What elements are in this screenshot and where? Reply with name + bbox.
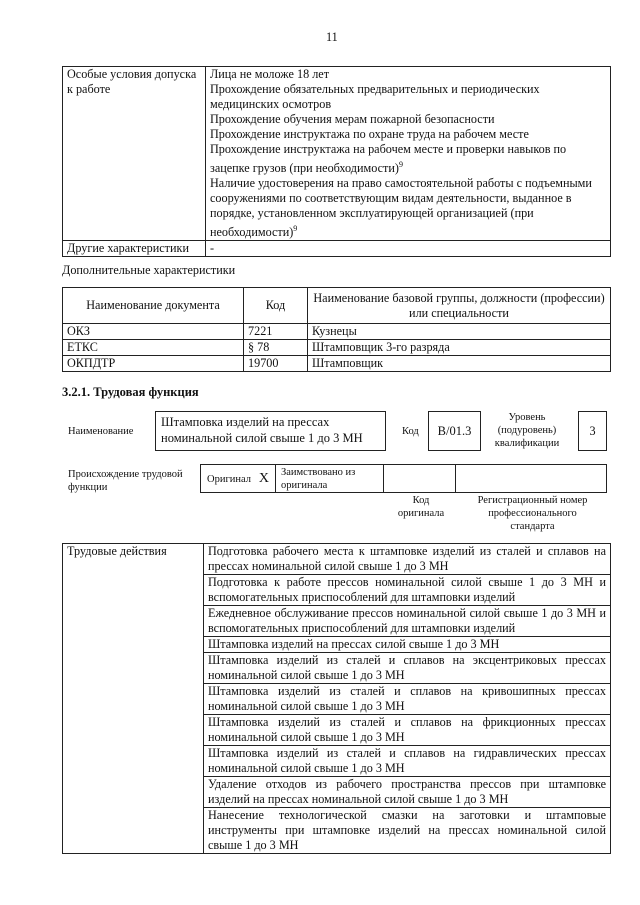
row-value: - (206, 241, 611, 257)
row-label: Трудовые действия (63, 544, 204, 854)
table-header (63, 288, 611, 324)
value-line: Наличие удостоверения на право самостоятельной работы с подъемными сооружениями по соответствующим видам деятельности, выданное в порядке, установленном эксплуатирующей организацией (при необходимости)$^9$ (210, 176, 592, 240)
header-cell: Наименование документа (63, 288, 244, 324)
action-item: Подготовка к работе прессов номинальной силой свыше 1 до 3 МН и вспомогательных приспособлений для штамповки изделий (204, 575, 611, 606)
table-row (63, 241, 611, 257)
additional-table (62, 287, 611, 372)
original-mark: X (258, 471, 269, 486)
name-label: Наименование (68, 426, 134, 437)
function-name-box: Штамповка изделий на прессах номинальной силой свыше 1 до 3 МН (155, 411, 386, 451)
action-item: Штамповка изделий из сталей и сплавов на фрикционных прессах номинальной силой свыше 1 до 3 МН (204, 715, 611, 746)
code-label: Код (402, 426, 419, 437)
action-item: Штамповка изделий из сталей и сплавов на эксцентриковых прессах номинальной силой свыше 1 до 3 МН (204, 653, 611, 684)
value-line: Прохождение обучения мерам пожарной безопасности (210, 112, 495, 126)
original-code-caption: Код оригинала (397, 495, 445, 519)
header-cell: Код (244, 288, 308, 324)
cell: ЕТКС (63, 340, 244, 356)
row-label: Другие характеристики (63, 241, 206, 257)
action-item: Подготовка рабочего места к штамповке изделий из сталей и сплавов на прессах номинальной силой свыше 1 до 3 МН (204, 544, 611, 575)
level-label: Уровень (подуровень) квалификации (494, 412, 560, 449)
original-checkbox[interactable] (200, 464, 276, 493)
table-row (63, 544, 611, 575)
action-item: Штамповка изделий на прессах силой свыше 1 до 3 МН (204, 637, 611, 653)
reg-number-cell[interactable] (455, 464, 607, 493)
table-row (63, 340, 611, 356)
row-label: Особые условия допуска к работе (63, 67, 206, 241)
cell: ОКПДТР (63, 356, 244, 372)
section-title: Дополнительные характеристики (62, 263, 236, 277)
value-line: Прохождение инструктажа по охране труда на рабочем месте (210, 127, 529, 141)
level-box: 3 (578, 411, 607, 451)
actions-table (62, 543, 611, 854)
cell: § 78 (244, 340, 308, 356)
value-line: Прохождение инструктажа на рабочем месте и проверки навыков по зацепке грузов (при необходимости)$^9$ (210, 142, 567, 176)
function-heading: 3.2.1. Трудовая функция (62, 385, 199, 399)
action-item: Штамповка изделий из сталей и сплавов на гидравлических прессах номинальной силой свыше 1 до 3 МН (204, 746, 611, 777)
value-line: Прохождение обязательных предварительных и периодических медицинских осмотров (210, 82, 540, 111)
value-line: Лица не моложе 18 лет (210, 67, 330, 81)
cell: 7221 (244, 324, 308, 340)
function-code-box: В/01.3 (428, 411, 481, 451)
admission-table (62, 66, 611, 257)
row-values (206, 67, 611, 241)
action-item: Штамповка изделий из сталей и сплавов на кривошипных прессах номинальной силой свыше 1 до 3 МН (204, 684, 611, 715)
origin-label: Происхождение трудовой функции (68, 469, 183, 493)
cell: Штамповщик (308, 356, 611, 372)
action-item: Нанесение технологической смазки на заготовки и штамповые инструменты при штамповке изделий на прессах номинальной силой свыше 1 до 3 МН (204, 808, 611, 854)
original-code-cell[interactable] (383, 464, 456, 493)
page-number: 11 (326, 30, 338, 44)
header-cell: Наименование базовой группы, должности (профессии) или специальности (308, 288, 611, 324)
cell: Кузнецы (308, 324, 611, 340)
table-row (63, 356, 611, 372)
action-item: Ежедневное обслуживание прессов номинальной силой свыше 1 до 3 МН и вспомогательных приспособлений для штамповки изделий (204, 606, 611, 637)
action-item: Удаление отходов из рабочего пространства прессов при штамповке изделий на прессах номинальной силой свыше 1 до 3 МН (204, 777, 611, 808)
borrowed-cell[interactable]: Заимствовано из оригинала (275, 464, 384, 493)
table-row (63, 324, 611, 340)
original-label: Оригинал (207, 474, 251, 485)
reg-number-caption: Регистрационный номер профессионального стандарта (477, 495, 588, 532)
cell: Штамповщик 3-го разряда (308, 340, 611, 356)
cell: 19700 (244, 356, 308, 372)
cell: ОКЗ (63, 324, 244, 340)
table-row (63, 67, 611, 241)
